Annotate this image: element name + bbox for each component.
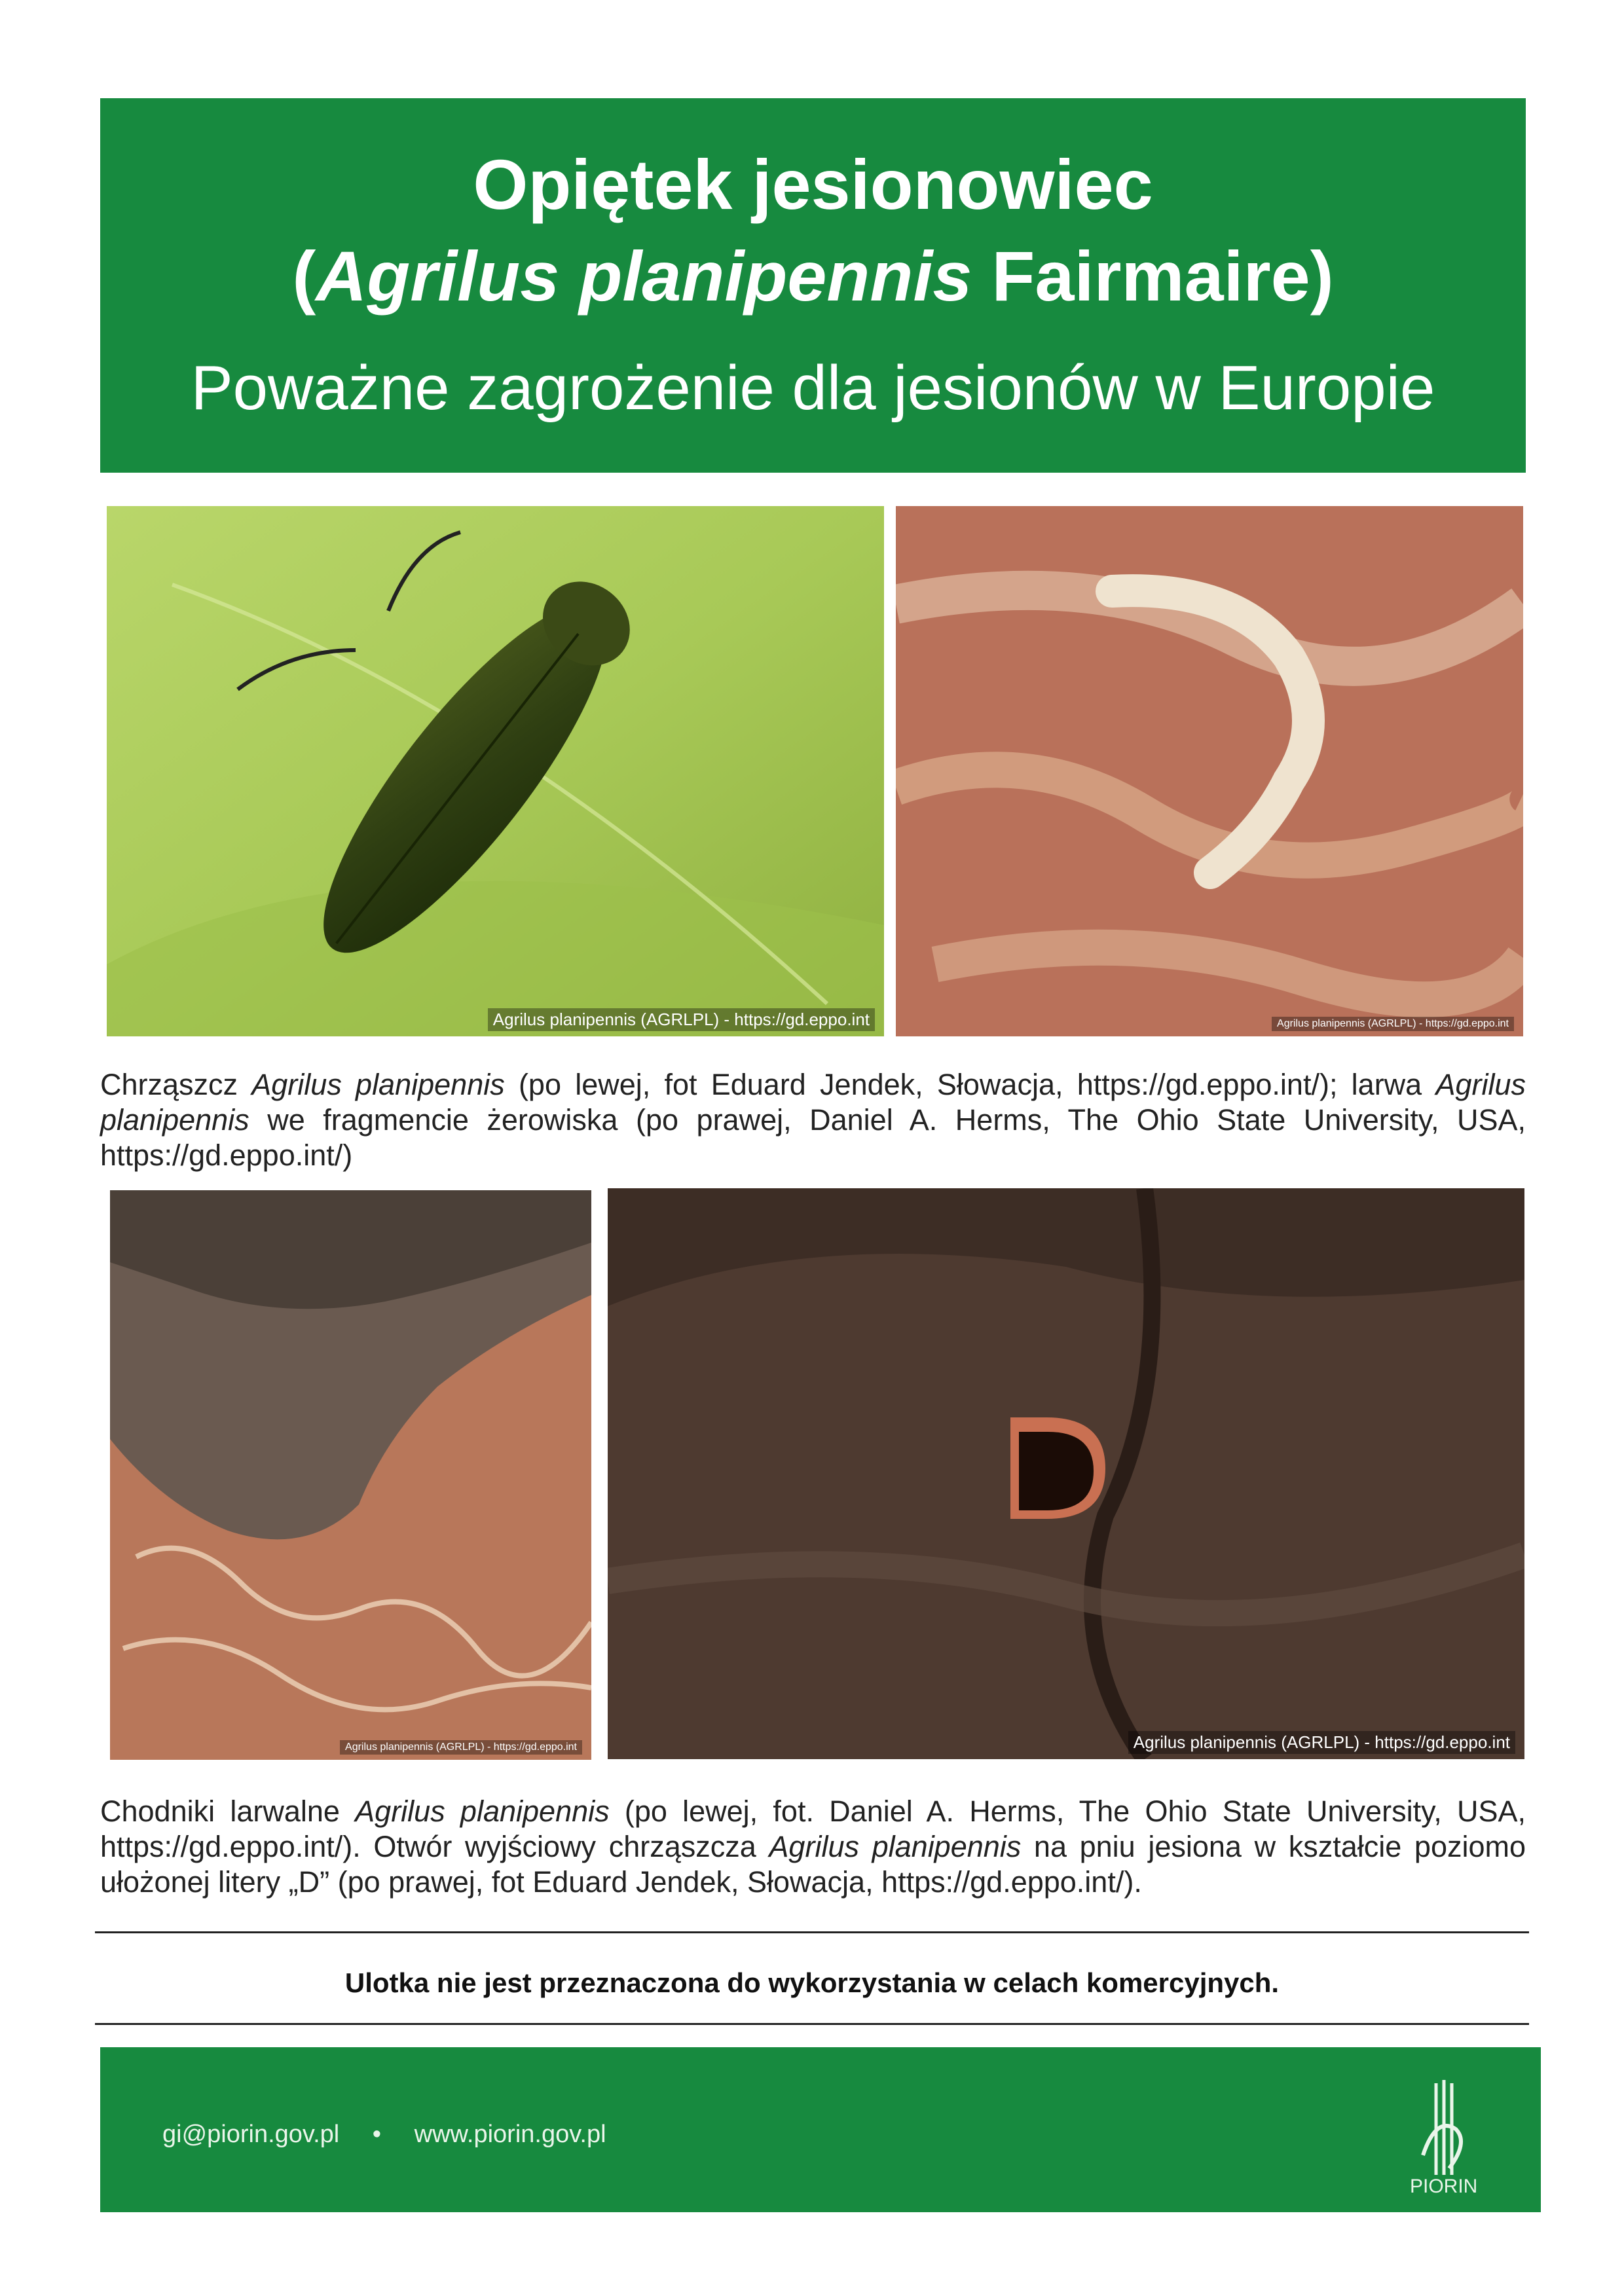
caption-top-photos <box>100 1067 1526 1173</box>
caption2-text-3: na pniu jesiona w kształcie poziomo ułożonej litery „D” (po prawej, fot Eduard Jendek, Słowacja, https://gd.eppo.int/). <box>100 1830 1526 1899</box>
larva-illustration <box>896 506 1523 1036</box>
exit-hole-photo-credit: Agrilus planipennis (AGRLPL) - https://gd.eppo.int <box>1128 1731 1515 1754</box>
title-line-2 <box>100 237 1526 316</box>
caption2-latin-1: Agrilus planipennis <box>355 1795 610 1828</box>
galleries-photo-credit: Agrilus planipennis (AGRLPL) - https://gd.eppo.int <box>340 1740 582 1755</box>
caption1-latin-2: Agrilus planipennis <box>100 1068 1526 1137</box>
caption2-text-1: Chodniki larwalne <box>100 1795 356 1828</box>
larva-photo-credit: Agrilus planipennis (AGRLPL) - https://gd.eppo.int <box>1272 1017 1514 1031</box>
title-paren-open: ( <box>292 236 316 316</box>
beetle-photo <box>107 506 884 1036</box>
galleries-photo <box>110 1190 591 1760</box>
caption1-text-1: Chrząszcz <box>100 1068 252 1101</box>
caption1-latin-1: Agrilus planipennis <box>251 1068 505 1101</box>
caption1-text-2: (po lewej, fot Eduard Jendek, Słowacja, https://gd.eppo.int/); larwa <box>504 1068 1436 1101</box>
header-banner <box>100 98 1526 473</box>
email-link[interactable]: gi@piorin.gov.pl <box>162 2121 340 2148</box>
title-line-1: Opiętek jesionowiec <box>473 145 1153 224</box>
footer-banner <box>100 2047 1541 2212</box>
title-author: Fairmaire) <box>972 236 1334 316</box>
footer-contacts <box>162 2121 606 2149</box>
separator-dot: • <box>372 2121 382 2148</box>
piorin-logo-text: PIORIN <box>1410 2176 1478 2197</box>
galleries-illustration <box>110 1190 591 1760</box>
larva-photo <box>896 506 1523 1036</box>
exit-hole-illustration <box>608 1188 1524 1759</box>
caption-bottom-photos <box>100 1794 1526 1900</box>
website-link[interactable]: www.piorin.gov.pl <box>414 2121 606 2148</box>
subtitle: Poważne zagrożenie dla jesionów w Europie <box>191 353 1435 423</box>
exit-hole-photo <box>608 1188 1524 1759</box>
divider-bottom <box>95 2023 1529 2025</box>
caption1-text-3: we fragmencie żerowiska (po prawej, Daniel A. Herms, The Ohio State University, USA, https://gd.eppo.int/) <box>100 1103 1526 1172</box>
divider-top <box>95 1931 1529 1933</box>
caption2-latin-2: Agrilus planipennis <box>769 1830 1022 1863</box>
title-latin-name: Agrilus planipennis <box>316 236 972 316</box>
caption2-text-2: (po lewej, fot. Daniel A. Herms, The Ohio State University, USA, https://gd.eppo.int/). Otwór wyjściowy chrząszcza <box>100 1795 1526 1863</box>
non-commercial-notice: Ulotka nie jest przeznaczona do wykorzystania w celach komercyjnych. <box>344 1967 1280 1998</box>
beetle-photo-credit: Agrilus planipennis (AGRLPL) - https://gd.eppo.int <box>488 1008 875 1031</box>
beetle-illustration <box>107 506 884 1036</box>
